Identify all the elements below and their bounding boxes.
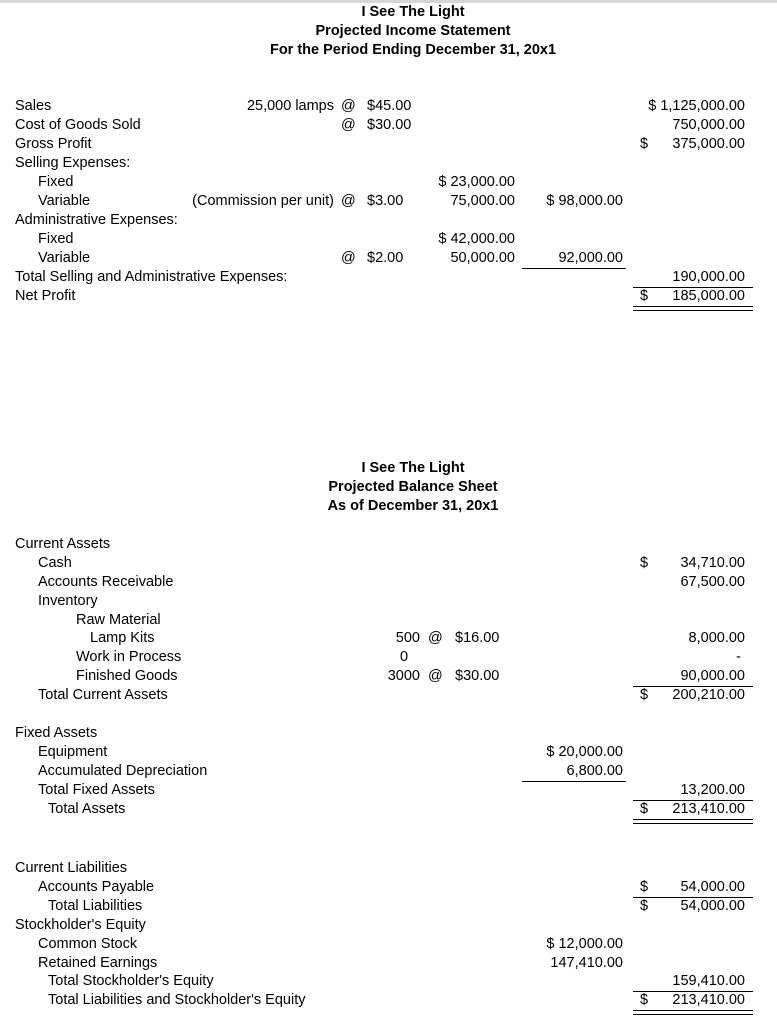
wip-label: Work in Process [76, 649, 182, 665]
retained-earnings-amount: 147,410.00 [550, 955, 623, 971]
admin-fixed-amount: $ 42,000.00 [438, 231, 515, 247]
total-fixed-assets-label: Total Fixed Assets [38, 782, 155, 798]
accounts-payable-label: Accounts Payable [38, 879, 155, 895]
balance-asof: As of December 31, 20x1 [327, 498, 499, 514]
selling-variable-note: (Commission per unit) [192, 193, 334, 209]
accum-depreciation-amount: 6,800.00 [566, 763, 623, 779]
accounts-payable-dollar: $ [640, 879, 649, 895]
finished-goods-price: $30.00 [455, 668, 500, 684]
current-liabilities-label: Current Liabilities [15, 860, 128, 876]
total-liab-equity-dollar: $ [640, 992, 649, 1008]
admin-expenses-label: Administrative Expenses: [15, 212, 178, 228]
total-assets-dollar: $ [640, 801, 649, 817]
lamp-kits-amount: 8,000.00 [688, 630, 745, 646]
selling-variable-amount: 75,000.00 [450, 193, 515, 209]
income-company: I See The Light [361, 4, 465, 20]
total-equity-amount: 159,410.00 [672, 973, 745, 989]
selling-variable-label: Variable [38, 193, 91, 209]
selling-expenses-label: Selling Expenses: [15, 155, 131, 171]
cash-amount: 34,710.00 [680, 555, 745, 571]
finished-goods-label: Finished Goods [76, 668, 178, 684]
total-assets-label: Total Assets [48, 801, 126, 817]
total-fixed-assets-amount: 13,200.00 [680, 782, 745, 798]
inventory-label: Inventory [38, 593, 98, 609]
common-stock-amount: $ 12,000.00 [546, 936, 623, 952]
admin-total-underline [522, 268, 626, 269]
wip-qty: 0 [400, 649, 409, 665]
total-sga-amount: 190,000.00 [672, 269, 745, 285]
cogs-at: @ [341, 117, 356, 133]
total-liab-equity-double-underline [633, 1010, 753, 1015]
admin-variable-rate: $2.00 [367, 250, 404, 266]
cogs-total: 750,000.00 [672, 117, 745, 133]
balance-title: Projected Balance Sheet [328, 479, 498, 495]
sales-label: Sales [15, 98, 52, 114]
total-assets-double-underline [633, 819, 753, 824]
lamp-kits-label: Lamp Kits [90, 630, 155, 646]
total-liab-equity-label: Total Liabilities and Stockholder's Equity [48, 992, 306, 1008]
finished-goods-qty: 3000 [387, 668, 420, 684]
total-equity-label: Total Stockholder's Equity [48, 973, 214, 989]
total-liabilities-dollar: $ [640, 898, 649, 914]
selling-variable-rate: $3.00 [367, 193, 404, 209]
sales-total: $ 1,125,000.00 [648, 98, 745, 114]
total-liabilities-label: Total Liabilities [48, 898, 143, 914]
total-assets-amount: 213,410.00 [672, 801, 745, 817]
fixed-assets-label: Fixed Assets [15, 725, 98, 741]
admin-variable-at: @ [341, 250, 356, 266]
sales-price: $45.00 [367, 98, 412, 114]
stockholders-equity-label: Stockholder's Equity [15, 917, 146, 933]
selling-fixed-amount: $ 23,000.00 [438, 174, 515, 190]
admin-variable-amount: 50,000.00 [450, 250, 515, 266]
raw-material-label: Raw Material [76, 612, 161, 628]
lamp-kits-price: $16.00 [455, 630, 500, 646]
sales-qty: 25,000 lamps [246, 98, 334, 114]
gross-profit-dollar: $ [640, 136, 649, 152]
gross-profit-label: Gross Profit [15, 136, 92, 152]
wip-amount: - [736, 649, 741, 665]
common-stock-label: Common Stock [38, 936, 138, 952]
net-profit-dollar: $ [640, 288, 649, 304]
net-profit-double-underline [633, 306, 753, 311]
selling-total: $ 98,000.00 [546, 193, 623, 209]
admin-fixed-label: Fixed [38, 231, 74, 247]
equipment-amount: $ 20,000.00 [546, 744, 623, 760]
net-profit-total: 185,000.00 [672, 288, 745, 304]
lamp-kits-at: @ [428, 630, 443, 646]
total-liab-equity-amount: 213,410.00 [672, 992, 745, 1008]
cogs-label: Cost of Goods Sold [15, 117, 141, 133]
gross-profit-total: 375,000.00 [672, 136, 745, 152]
accounts-receivable-label: Accounts Receivable [38, 574, 174, 590]
cash-dollar: $ [640, 555, 649, 571]
income-period: For the Period Ending December 31, 20x1 [269, 42, 557, 58]
cash-label: Cash [38, 555, 72, 571]
total-current-assets-amount: 200,210.00 [672, 687, 745, 703]
admin-variable-label: Variable [38, 250, 91, 266]
accum-depreciation-underline [522, 781, 626, 782]
equipment-label: Equipment [38, 744, 108, 760]
selling-fixed-label: Fixed [38, 174, 74, 190]
cogs-price: $30.00 [367, 117, 412, 133]
accounts-payable-amount: 54,000.00 [680, 879, 745, 895]
sales-at: @ [341, 98, 356, 114]
income-title: Projected Income Statement [315, 23, 511, 39]
finished-goods-at: @ [428, 668, 443, 684]
total-sga-label: Total Selling and Administrative Expenses: [15, 269, 288, 285]
lamp-kits-qty: 500 [395, 630, 420, 646]
accum-depreciation-label: Accumulated Depreciation [38, 763, 208, 779]
total-current-assets-dollar: $ [640, 687, 649, 703]
finished-goods-amount: 90,000.00 [680, 668, 745, 684]
current-assets-label: Current Assets [15, 536, 111, 552]
accounts-receivable-amount: 67,500.00 [680, 574, 745, 590]
net-profit-label: Net Profit [15, 288, 76, 304]
total-liabilities-amount: 54,000.00 [680, 898, 745, 914]
top-border [0, 0, 777, 3]
selling-variable-at: @ [341, 193, 356, 209]
retained-earnings-label: Retained Earnings [38, 955, 158, 971]
balance-company: I See The Light [361, 460, 465, 476]
admin-total: 92,000.00 [558, 250, 623, 266]
total-current-assets-label: Total Current Assets [38, 687, 168, 703]
